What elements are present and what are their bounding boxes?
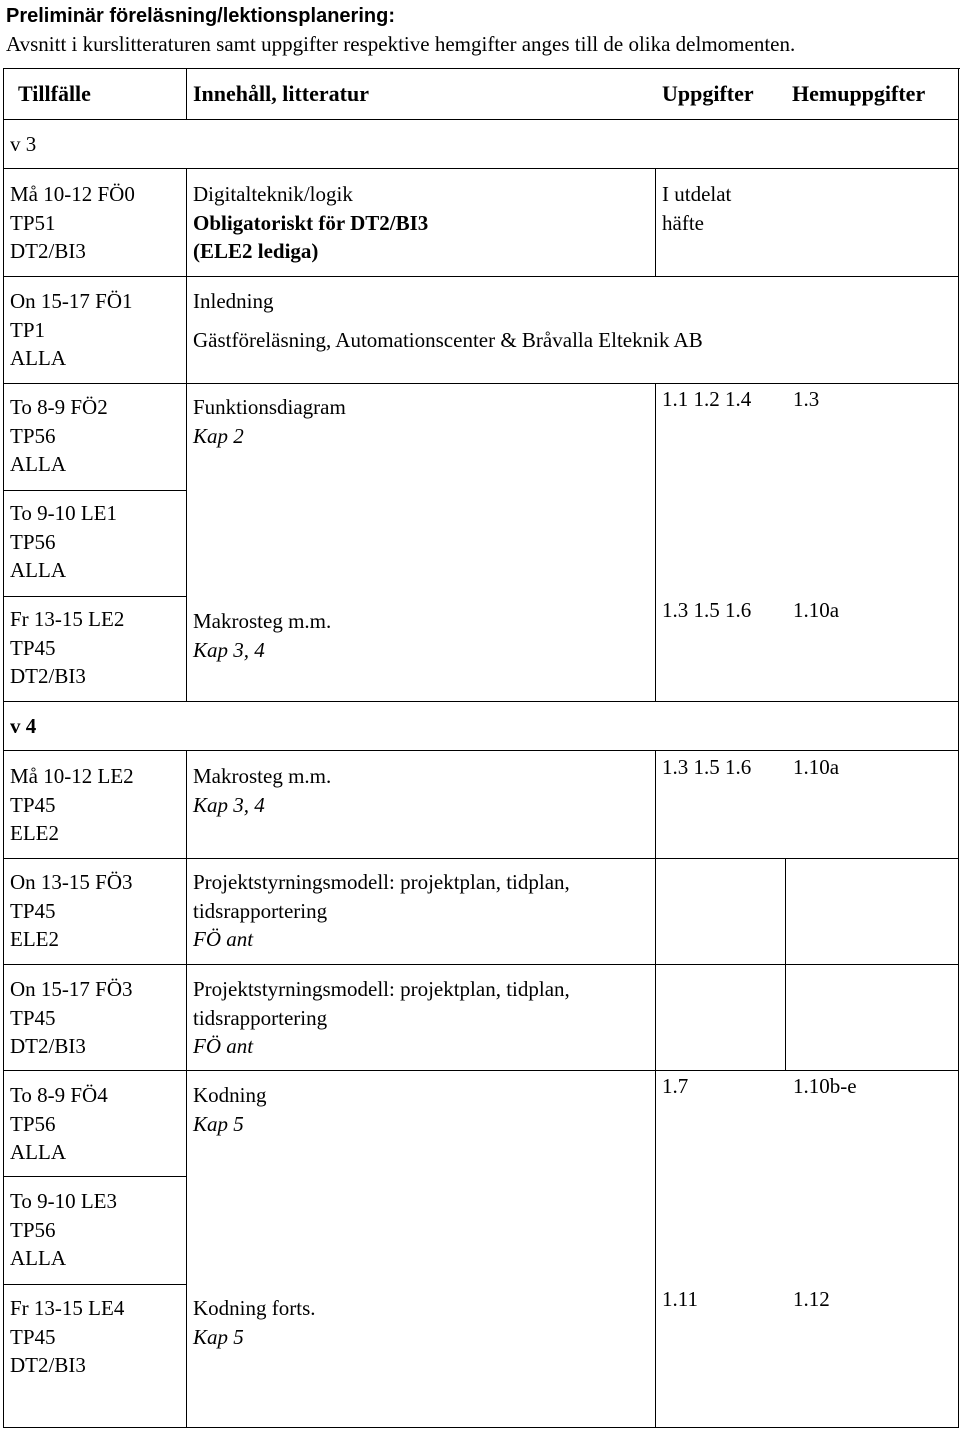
session-day: On 13-15 FÖ3	[10, 870, 133, 894]
session-group: ALLA	[10, 452, 66, 476]
session-day: To 9-10 LE3	[10, 1189, 118, 1213]
session-group: DT2/BI3	[10, 1034, 86, 1058]
tasks-line: I utdelat	[662, 182, 732, 206]
table-row	[10, 1187, 117, 1273]
session-room: TP45	[10, 1324, 56, 1349]
content-line: Digitalteknik/logik	[193, 182, 353, 206]
content-line: Funktionsdiagram	[193, 395, 346, 419]
content-line: tidsrapportering	[193, 1005, 328, 1030]
tasks-line: 1.3 1.5 1.6	[662, 755, 752, 779]
header-content: Innehåll, litteratur	[193, 81, 369, 106]
session-day: Fr 13-15 LE2	[10, 607, 125, 631]
homework-value: 1.10a	[793, 598, 840, 622]
session-day: Må 10-12 FÖ0	[10, 182, 135, 206]
week-label: v 4	[10, 714, 37, 738]
session-room: TP56	[10, 1217, 56, 1242]
session-day: On 15-17 FÖ3	[10, 977, 133, 1001]
table-row	[10, 287, 133, 373]
table-row	[10, 393, 108, 479]
table-row	[10, 762, 134, 848]
homework-value: 1.10a	[793, 755, 840, 779]
content-line: tidsrapportering	[193, 898, 328, 923]
table-row	[10, 868, 133, 954]
header-session: Tillfälle	[18, 81, 91, 106]
header-homework: Hemuppgifter	[792, 81, 926, 106]
content-line: Projektstyrningsmodell: projektplan, tidplan,	[193, 977, 570, 1001]
content-chapter: Kap 5	[193, 1111, 244, 1136]
table-row	[10, 605, 124, 691]
session-group: DT2/BI3	[10, 664, 86, 688]
tasks-line: häfte	[662, 210, 704, 235]
table-row	[10, 1294, 124, 1380]
homework-value: 1.3	[793, 387, 820, 411]
content-line: Kodning forts.	[193, 1296, 316, 1320]
content-line: Makrosteg m.m.	[193, 609, 332, 633]
week-label: v 3	[10, 132, 37, 156]
session-room: TP45	[10, 635, 56, 660]
header-tasks: Uppgifter	[662, 81, 754, 106]
session-day: To 8-9 FÖ2	[10, 395, 108, 419]
table-row	[10, 499, 117, 585]
homework-value: 1.12	[793, 1287, 830, 1311]
content-line: Makrosteg m.m.	[193, 764, 332, 788]
session-group: ALLA	[10, 1140, 66, 1164]
tasks-line: 1.3 1.5 1.6	[662, 598, 752, 622]
tasks-line: 1.11	[662, 1287, 698, 1311]
session-room: TP51	[10, 210, 56, 235]
session-group: DT2/BI3	[10, 239, 86, 263]
session-room: TP56	[10, 1111, 56, 1136]
session-day: Må 10-12 LE2	[10, 764, 134, 788]
content-chapter: Kap 5	[193, 1324, 244, 1349]
session-group: ALLA	[10, 346, 66, 370]
homework-value: 1.10b-e	[793, 1074, 857, 1098]
content-line: Obligatoriskt för DT2/BI3	[193, 210, 429, 235]
content-chapter: Kap 3, 4	[193, 637, 265, 662]
content-chapter: Kap 3, 4	[193, 792, 265, 817]
content-line: Inledning	[193, 289, 274, 313]
content-chapter: Kap 2	[193, 423, 244, 448]
session-group: ELE2	[10, 821, 59, 845]
session-day: On 15-17 FÖ1	[10, 289, 133, 313]
table-row	[10, 1081, 108, 1167]
content-note: FÖ ant	[193, 927, 254, 951]
session-day: To 8-9 FÖ4	[10, 1083, 108, 1107]
content-line: (ELE2 lediga)	[193, 239, 319, 263]
session-group: ELE2	[10, 927, 59, 951]
page-title: Preliminär föreläsning/lektionsplanering:	[6, 5, 395, 27]
content-line: Gästföreläsning, Automationscenter & Bråvalla Elteknik AB	[193, 328, 703, 352]
session-group: DT2/BI3	[10, 1353, 86, 1377]
table-row	[10, 975, 133, 1061]
session-room: TP45	[10, 792, 56, 817]
session-room: TP56	[10, 529, 56, 554]
session-day: Fr 13-15 LE4	[10, 1296, 125, 1320]
session-group: ALLA	[10, 1246, 66, 1270]
table-row	[10, 180, 135, 266]
tasks-line: 1.7	[662, 1074, 689, 1098]
session-room: TP56	[10, 423, 56, 448]
session-room: TP45	[10, 898, 56, 923]
content-line: Projektstyrningsmodell: projektplan, tidplan,	[193, 870, 570, 894]
session-day: To 9-10 LE1	[10, 501, 118, 525]
session-room: TP1	[10, 317, 46, 342]
content-line: Kodning	[193, 1083, 267, 1107]
page-subtitle: Avsnitt i kurslitteraturen samt uppgifter respektive hemgifter anges till de olika delmomenten.	[6, 32, 796, 56]
session-room: TP45	[10, 1005, 56, 1030]
session-group: ALLA	[10, 558, 66, 582]
content-note: FÖ ant	[193, 1034, 254, 1058]
tasks-line: 1.1 1.2 1.4	[662, 387, 752, 411]
